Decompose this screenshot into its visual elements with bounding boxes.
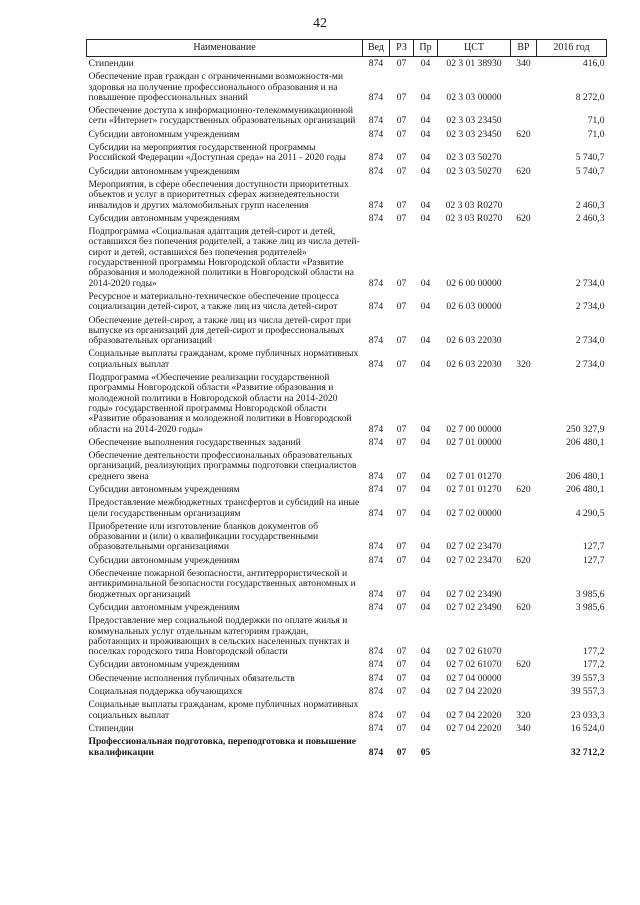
row-name: Предоставление мер социальной поддержки по оплате жилья и коммунальных услуг отдельным категориям граждан, работающих и проживающих в сельских населенных пунктах и поселках городского типа Новгородской области [88, 615, 350, 658]
row-sum: 177,2 [582, 646, 605, 658]
row-name: Обеспечение пожарной безопасности, антитеррористической и антикриминальной безопасности государственных автономных и бюджетных организаций [88, 568, 356, 600]
table-header [87, 40, 607, 57]
row-sum: 2 734,0 [575, 277, 605, 289]
row-ved: 874 [368, 470, 384, 482]
row-name: Предоставление межбюджетных трансфертов и субсидий на иные цели государственным организациям [88, 497, 360, 519]
row-rz: 07 [396, 115, 407, 127]
header-rz: РЗ [390, 40, 414, 57]
row-vr [511, 449, 537, 483]
row-rz: 07 [396, 709, 407, 721]
row-vr: 620 [516, 483, 531, 495]
row-name: Обеспечение выполнения государственных заданий [88, 436, 301, 448]
row-cst: 02 3 03 50270 [446, 165, 502, 177]
row-vr [511, 614, 537, 658]
row-ved: 874 [368, 91, 384, 103]
row-rz: 07 [396, 358, 407, 370]
row-pr: 04 [420, 507, 431, 519]
row-cst: 02 7 02 23470 [446, 541, 502, 553]
row-rz: 07 [396, 722, 407, 734]
row-sum: 127,7 [582, 554, 605, 566]
row-pr: 04 [420, 277, 431, 289]
table-row [87, 614, 607, 658]
row-sum: 4 290,5 [575, 507, 605, 519]
row-sum: 2 460,3 [575, 199, 605, 211]
row-ved: 874 [368, 277, 384, 289]
row-rz: 07 [396, 128, 407, 140]
table-row [87, 141, 607, 165]
row-pr: 04 [420, 709, 431, 721]
row-cst [438, 735, 511, 759]
row-ved: 874 [368, 541, 384, 553]
row-sum: 8 272,0 [575, 91, 605, 103]
row-pr: 04 [420, 470, 431, 482]
row-name: Подпрограмма «Социальная адаптация детей-сирот и детей, оставшихся без попечения родителей, а также лиц из числа детей-сирот и детей, оставшихся без попечения родителей» государственной программы Новгородской области «Развитие образования и молодежной политики в Новгородской области на 2014-2020 годы» [88, 226, 360, 289]
row-cst: 02 7 00 00000 [446, 423, 502, 435]
row-pr: 05 [420, 746, 431, 758]
table-row [87, 225, 607, 290]
row-name: Приобретение или изготовление бланков документов об образовании и (или) о квалификации государственными образовательными организациями [88, 520, 319, 553]
row-name: Субсидии автономным учреждениям [88, 483, 240, 495]
row-name: Профессиональная подготовка, переподготовка и повышение квалификации [88, 736, 357, 758]
row-vr: 620 [516, 659, 531, 671]
row-rz: 07 [396, 199, 407, 211]
row-name: Обеспечение исполнения публичных обязательств [88, 672, 295, 684]
row-cst: 02 7 02 61070 [446, 646, 502, 658]
row-ved: 874 [368, 423, 384, 435]
row-pr: 04 [420, 483, 431, 495]
row-name: Социальные выплаты гражданам, кроме публичных нормативных социальных выплат [88, 699, 359, 721]
row-pr: 04 [420, 686, 431, 698]
row-pr: 04 [420, 436, 431, 448]
row-rz: 07 [396, 470, 407, 482]
row-rz: 07 [396, 301, 407, 313]
row-ved: 874 [368, 199, 384, 211]
table-row [87, 70, 607, 104]
row-name: Субсидии автономным учреждениям [88, 601, 240, 613]
row-pr: 04 [420, 301, 431, 313]
row-vr [511, 672, 537, 685]
row-name: Обеспечение детей-сирот, а также лиц из числа детей-сирот при выпуске из организаций для детей-сирот и профессиональных образовательных организаций [88, 314, 352, 347]
row-rz: 07 [396, 165, 407, 177]
row-cst: 02 3 03 23450 [446, 128, 502, 140]
row-sum: 5 740,7 [575, 165, 605, 177]
row-rz: 07 [396, 423, 407, 435]
row-cst: 02 6 03 22030 [446, 335, 502, 347]
row-sum: 206 480,1 [566, 483, 605, 495]
row-sum: 39 557,3 [570, 686, 605, 698]
row-vr: 620 [516, 601, 531, 613]
row-vr: 620 [516, 128, 531, 140]
row-ved: 874 [368, 746, 384, 758]
table-row [87, 178, 607, 212]
table-row [87, 57, 607, 71]
table-row [87, 672, 607, 685]
row-pr: 04 [420, 152, 431, 164]
row-ved: 874 [368, 483, 384, 495]
table-row [87, 483, 607, 496]
row-vr [511, 104, 537, 128]
row-rz: 07 [396, 335, 407, 347]
row-sum: 71,0 [587, 115, 605, 127]
row-name: Ресурсное и материально-техническое обеспечение процесса социализации детей-сирот, а также лиц из числа детей-сирот [88, 290, 339, 313]
row-sum: 206 480,1 [566, 470, 605, 482]
row-cst: 02 3 03 00000 [446, 91, 502, 103]
row-vr: 340 [516, 58, 531, 69]
row-name: Мероприятия, в сфере обеспечения доступности приоритетных объектов и услуг в приоритетных сферах жизнедеятельности инвалидов и других маломобильных групп населения [88, 178, 349, 211]
row-cst: 02 3 01 38930 [446, 58, 502, 69]
row-rz: 07 [396, 507, 407, 519]
row-cst: 02 3 03 R0270 [445, 212, 503, 224]
table-row [87, 685, 607, 698]
header-cst: ЦСТ [438, 40, 511, 57]
row-name: Субсидии автономным учреждениям [88, 165, 240, 177]
row-vr [511, 567, 537, 601]
table-row [87, 567, 607, 601]
table-row [87, 314, 607, 348]
row-ved: 874 [368, 659, 384, 671]
header-name: Наименование [87, 40, 363, 57]
table-row [87, 520, 607, 554]
row-ved: 874 [368, 507, 384, 519]
page-number: 42 [313, 16, 327, 31]
row-vr [511, 735, 537, 759]
table-row [87, 601, 607, 614]
row-sum: 39 557,3 [570, 672, 605, 684]
row-name: Обеспечение деятельности профессиональных образовательных организаций, реализующих программы подготовки специалистов среднего звена [88, 450, 357, 482]
row-name: Субсидии на мероприятия государственной программы Российской Федерации «Доступная среда» на 2011 - 2020 годы [88, 142, 346, 164]
row-name: Субсидии автономным учреждениям [88, 554, 240, 566]
row-ved: 874 [368, 601, 384, 613]
row-pr: 04 [420, 672, 431, 684]
table-row [87, 436, 607, 449]
row-rz: 07 [396, 554, 407, 566]
row-ved: 874 [368, 165, 384, 177]
row-rz: 07 [396, 588, 407, 600]
header-vr: ВР [511, 40, 537, 57]
row-pr: 04 [420, 128, 431, 140]
table-body [87, 57, 607, 759]
row-rz: 07 [396, 672, 407, 684]
row-cst: 02 6 00 00000 [446, 277, 502, 289]
row-cst: 02 7 02 23490 [446, 601, 502, 613]
row-name: Субсидии автономным учреждениям [88, 659, 240, 671]
table-row [87, 698, 607, 722]
row-name: Обеспечение прав граждан с ограниченными возможностя-ми здоровья на получение профессионального образования и на повышение профессиональных знаний [88, 71, 344, 103]
row-rz: 07 [396, 659, 407, 671]
row-vr [511, 141, 537, 165]
row-rz: 07 [396, 91, 407, 103]
row-ved: 874 [368, 301, 384, 313]
row-ved: 874 [368, 436, 384, 448]
row-cst: 02 7 02 61070 [446, 659, 502, 671]
row-vr: 340 [516, 722, 531, 734]
row-cst: 02 7 04 22020 [446, 722, 502, 734]
row-sum: 23 033,3 [570, 709, 605, 721]
row-pr: 04 [420, 646, 431, 658]
row-sum: 2 734,0 [575, 335, 605, 347]
row-cst: 02 7 01 01270 [446, 470, 502, 482]
row-rz: 07 [396, 212, 407, 224]
row-cst: 02 3 03 23450 [446, 115, 502, 127]
row-pr: 04 [420, 541, 431, 553]
row-ved: 874 [368, 646, 384, 658]
row-sum: 416,0 [582, 58, 605, 69]
table-row [87, 212, 607, 225]
row-rz: 07 [396, 152, 407, 164]
row-vr [511, 225, 537, 290]
row-ved: 874 [368, 358, 384, 370]
row-vr [511, 178, 537, 212]
row-sum: 3 985,6 [575, 588, 605, 600]
row-pr: 04 [420, 165, 431, 177]
table-row [87, 449, 607, 483]
row-cst: 02 7 01 00000 [446, 436, 502, 448]
row-ved: 874 [368, 672, 384, 684]
row-name: Субсидии автономным учреждениям [88, 212, 240, 224]
row-name: Субсидии автономным учреждениям [88, 128, 240, 140]
row-pr: 04 [420, 722, 431, 734]
table-row [87, 722, 607, 735]
row-ved: 874 [368, 58, 384, 69]
table-row [87, 165, 607, 178]
row-pr: 04 [420, 335, 431, 347]
row-pr: 04 [420, 58, 431, 69]
row-vr [511, 436, 537, 449]
row-rz: 07 [396, 686, 407, 698]
row-pr: 04 [420, 91, 431, 103]
row-sum: 2 734,0 [575, 358, 605, 370]
row-cst: 02 7 02 23470 [446, 554, 502, 566]
row-rz: 07 [396, 436, 407, 448]
row-sum: 2 460,3 [575, 212, 605, 224]
row-cst: 02 3 03 50270 [446, 152, 502, 164]
row-ved: 874 [368, 152, 384, 164]
row-ved: 874 [368, 554, 384, 566]
row-name: Стипендии [88, 722, 134, 734]
table-row [87, 128, 607, 141]
row-rz: 07 [396, 483, 407, 495]
row-name: Социальные выплаты гражданам, кроме публичных нормативных социальных выплат [88, 348, 359, 370]
table-row [87, 658, 607, 671]
row-sum: 71,0 [587, 128, 605, 140]
row-pr: 04 [420, 588, 431, 600]
row-rz: 07 [396, 58, 407, 69]
row-vr [511, 314, 537, 348]
row-cst: 02 6 03 00000 [446, 301, 502, 313]
row-vr [511, 371, 537, 436]
row-cst: 02 7 04 22020 [446, 709, 502, 721]
row-ved: 874 [368, 686, 384, 698]
row-sum: 206 480,1 [566, 436, 605, 448]
row-cst: 02 7 02 23490 [446, 588, 502, 600]
header-pr: Пр [414, 40, 438, 57]
row-rz: 07 [396, 646, 407, 658]
row-sum: 5 740,7 [575, 152, 605, 164]
row-rz: 07 [396, 277, 407, 289]
row-name: Социальная поддержка обучающихся [88, 686, 243, 698]
row-vr: 620 [516, 212, 531, 224]
row-vr: 620 [516, 554, 531, 566]
row-cst: 02 3 03 R0270 [445, 199, 503, 211]
row-rz: 07 [396, 601, 407, 613]
row-sum: 16 524,0 [570, 722, 605, 734]
row-pr: 04 [420, 358, 431, 370]
row-ved: 874 [368, 115, 384, 127]
table-row [87, 290, 607, 314]
row-pr: 04 [420, 659, 431, 671]
row-rz: 07 [396, 541, 407, 553]
row-vr [511, 70, 537, 104]
row-cst: 02 7 04 00000 [446, 672, 502, 684]
row-ved: 874 [368, 212, 384, 224]
row-pr: 04 [420, 423, 431, 435]
header-ved: Вед [363, 40, 390, 57]
row-cst: 02 7 04 22020 [446, 686, 502, 698]
row-pr: 04 [420, 199, 431, 211]
row-sum: 3 985,6 [575, 601, 605, 613]
row-sum: 127,7 [582, 541, 605, 553]
row-vr [511, 496, 537, 520]
row-vr [511, 685, 537, 698]
row-pr: 04 [420, 115, 431, 127]
row-ved: 874 [368, 588, 384, 600]
table-row [87, 554, 607, 567]
row-name: Подпрограмма «Обеспечение реализации государственной программы Новгородской области «Развитие образования и молодежной политики в Новгородской области на 2014-2020 годы» государственной программы Новгородской области «Развитие образования и молодежной политики в Новгородской области на 2014-2020 годы» [88, 372, 352, 435]
table-row [87, 735, 607, 759]
table-row [87, 371, 607, 436]
row-vr [511, 520, 537, 554]
row-vr: 620 [516, 165, 531, 177]
row-cst: 02 6 03 22030 [446, 358, 502, 370]
row-ved: 874 [368, 335, 384, 347]
row-vr [511, 290, 537, 314]
row-sum: 177,2 [582, 659, 605, 671]
row-pr: 04 [420, 601, 431, 613]
header-sum: 2016 год [537, 40, 607, 57]
row-name: Обеспечение доступа к информационно-телекоммуникационной сети «Интернет» государственных образовательных организаций [88, 105, 356, 127]
row-cst: 02 7 01 01270 [446, 483, 502, 495]
row-name: Стипендии [88, 58, 134, 69]
row-sum: 250 327,9 [566, 423, 605, 435]
row-sum: 2 734,0 [575, 301, 605, 313]
table-row [87, 496, 607, 520]
row-rz: 07 [396, 746, 407, 758]
row-pr: 04 [420, 554, 431, 566]
row-ved: 874 [368, 709, 384, 721]
row-pr: 04 [420, 212, 431, 224]
row-sum: 32 712,2 [570, 746, 605, 758]
budget-table [86, 39, 607, 759]
table-row [87, 347, 607, 371]
row-cst: 02 7 02 00000 [446, 507, 502, 519]
row-vr: 320 [516, 358, 531, 370]
table-row [87, 104, 607, 128]
row-ved: 874 [368, 722, 384, 734]
row-vr: 320 [516, 709, 531, 721]
row-ved: 874 [368, 128, 384, 140]
